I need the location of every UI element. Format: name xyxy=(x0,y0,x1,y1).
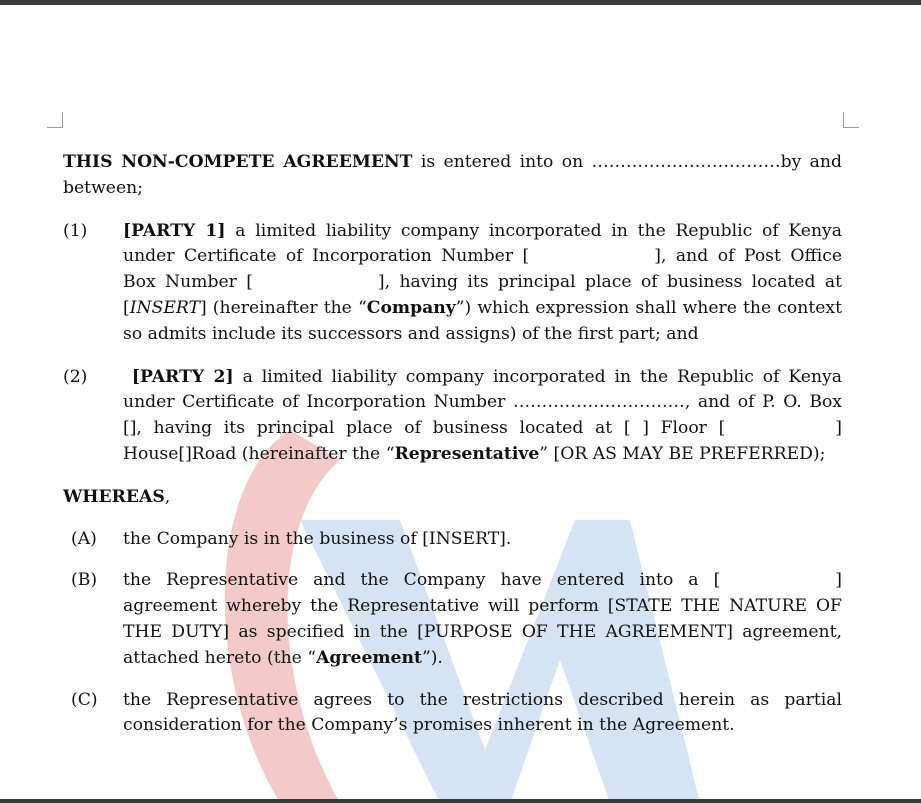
party-1-clause xyxy=(63,219,842,348)
party-1-number: (1) xyxy=(63,220,88,241)
recital-b-defined-term: Agreement xyxy=(316,647,422,668)
recital-b xyxy=(63,568,842,671)
recital-b-text-a: the Representative and the Company have entered into a [ xyxy=(123,570,721,591)
party-2-number: (2) xyxy=(63,366,88,387)
party-2-defined-term: Representative xyxy=(394,443,540,464)
party-1-text-b: ], and of Post Office Box Number [ xyxy=(123,246,842,293)
recital-a-number: (A) xyxy=(71,528,97,549)
intro-text: is entered into on ……………………………by and between; xyxy=(63,152,842,198)
party-2-name: [PARTY 2] xyxy=(131,366,234,387)
recital-c-number: (C) xyxy=(71,689,98,710)
party-1-text-c: ], having its principal place of business located at [ xyxy=(123,272,842,318)
window-bottom-border xyxy=(0,799,921,803)
margin-corner-top-right xyxy=(843,112,859,128)
party-1-text-e: ”) which expression shall where the context so admits include its successors and assigns) of the first part; and xyxy=(123,297,842,344)
recital-b-number: (B) xyxy=(71,570,98,591)
recital-b-text xyxy=(123,568,842,671)
margin-corner-top-left xyxy=(47,112,63,128)
party-1-text xyxy=(123,219,842,348)
recital-c-text: the Representative agrees to the restrictions described herein as partial consideration for the Company’s promises inherent in the Agreement. xyxy=(123,689,842,736)
whereas-heading xyxy=(63,485,842,511)
party-1-name: [PARTY 1] xyxy=(123,220,226,241)
whereas-label: WHEREAS xyxy=(63,486,165,507)
party-2-text-a: a limited liability company incorporated in the Republic of Kenya under Certificate of Incorporation Number …………………………, and of P. O. Box [], having its principal place of business located at [ ] Floor [ xyxy=(123,366,843,439)
party-1-insert: INSERT xyxy=(129,297,200,318)
document-body xyxy=(63,150,842,755)
recital-b-text-b: ] agreement whereby the Representative will perform [STATE THE NATURE OF THE DUTY] as specified in the [PURPOSE OF THE AGREEMENT] agreement, attached hereto (the “ xyxy=(123,570,842,668)
party-1-defined-term: Company xyxy=(366,297,456,318)
recital-a xyxy=(63,527,842,553)
party-2-text-c: ” [OR AS MAY BE PREFERRED); xyxy=(539,443,826,464)
recital-a-text: the Company is in the business of [INSERT]. xyxy=(123,528,512,549)
intro-paragraph xyxy=(63,150,842,202)
party-2-text xyxy=(123,365,842,468)
party-1-text-d: ] (hereinafter the “ xyxy=(199,297,367,318)
window-top-border xyxy=(0,0,921,5)
party-2-text-b: ] House[]Road (hereinafter the “ xyxy=(123,418,842,464)
agreement-title: THIS NON-COMPETE AGREEMENT xyxy=(63,152,413,172)
recital-c xyxy=(63,688,842,740)
whereas-comma: , xyxy=(164,486,171,507)
party-2-clause xyxy=(63,365,842,468)
recital-b-text-c: ”). xyxy=(421,647,443,668)
party-1-text-a: a limited liability company incorporated in the Republic of Kenya under Certificate of Incorporation Number [ xyxy=(123,220,843,267)
